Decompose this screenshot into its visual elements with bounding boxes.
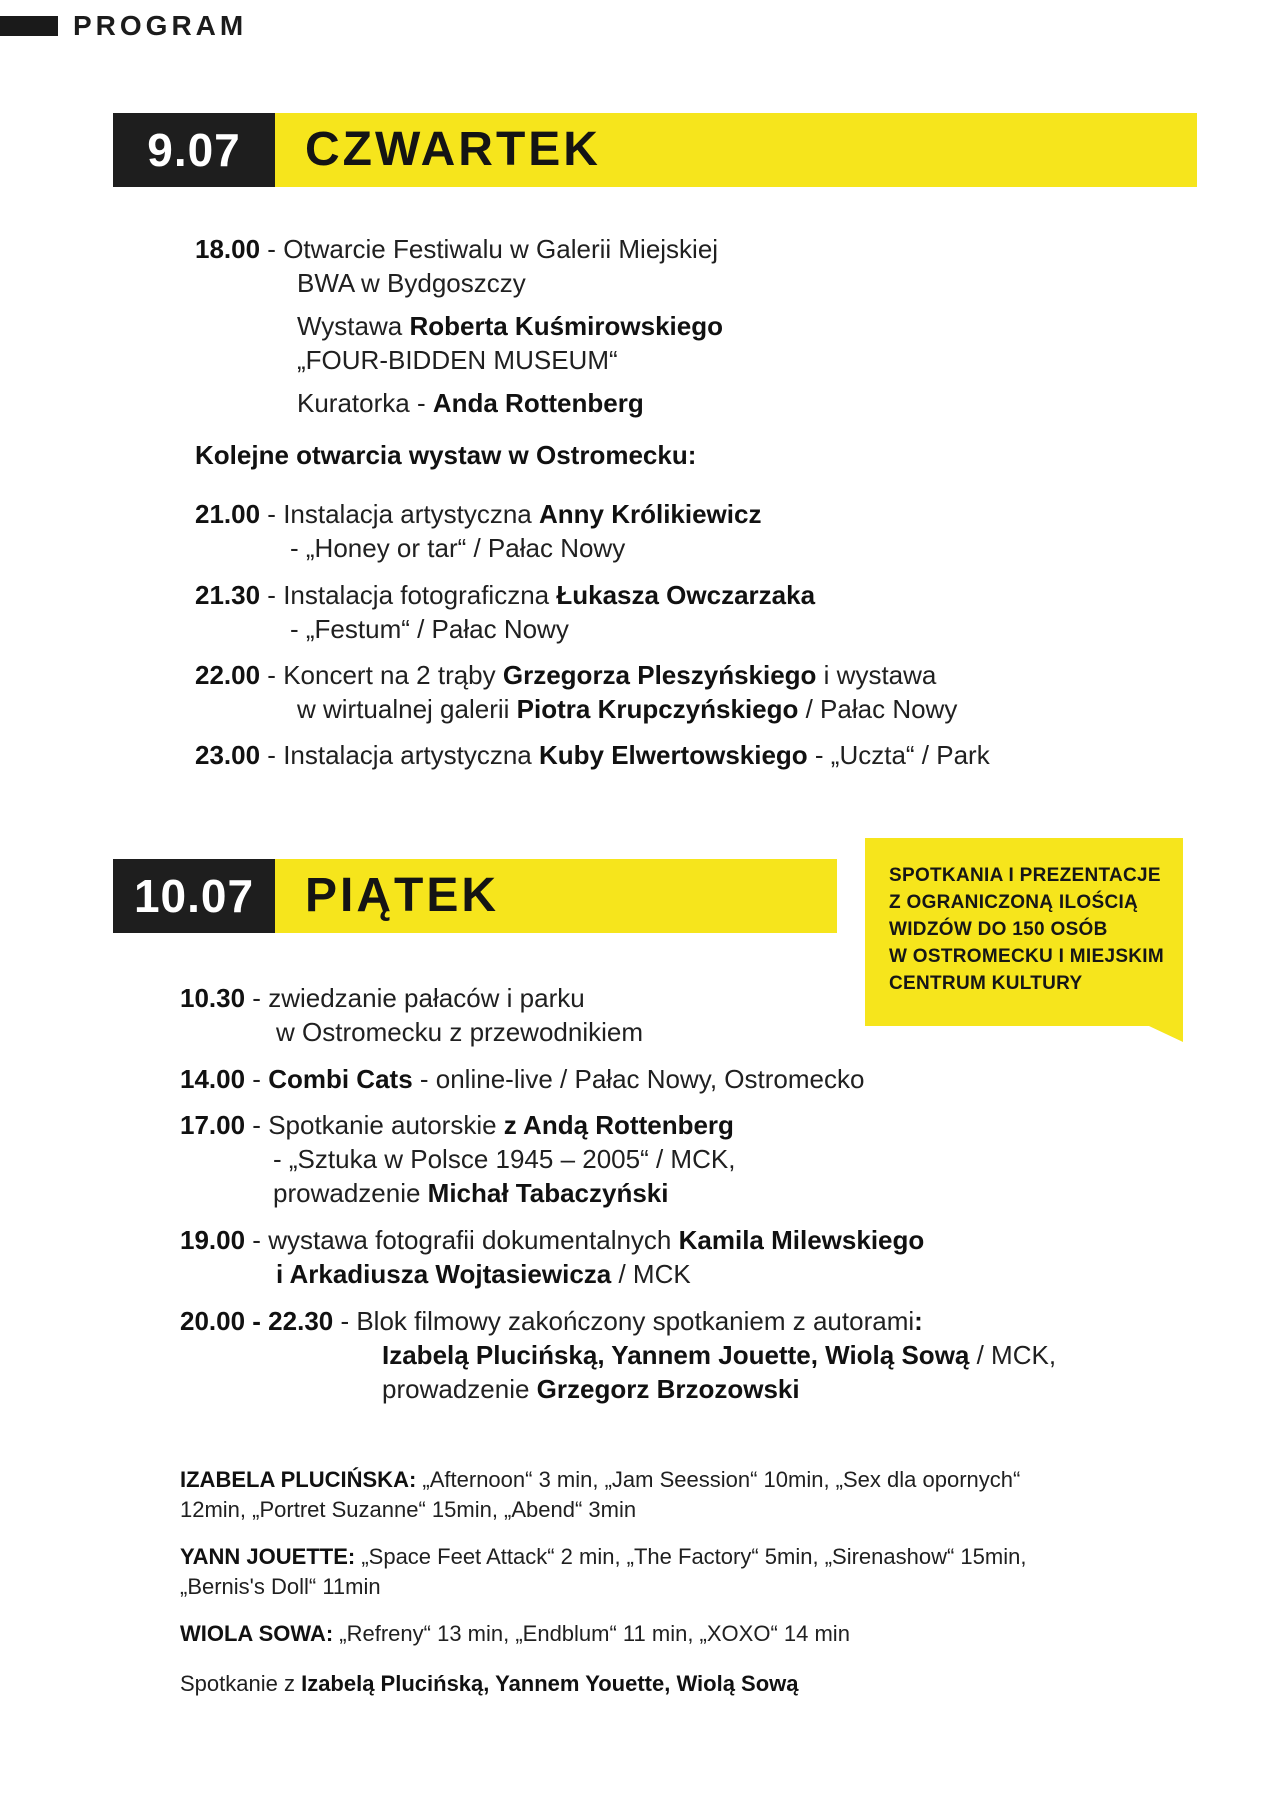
film-titles-cont: „Bernis's Doll“ 11min xyxy=(180,1574,381,1599)
subheading: Kolejne otwarcia wystaw w Ostromecku: xyxy=(195,440,697,470)
event-text-cont: - „Festum“ / Pałac Nowy xyxy=(290,614,569,644)
event-text: prowadzenie xyxy=(382,1374,537,1404)
notice-line: CENTRUM KULTURY xyxy=(889,973,1083,994)
event-host-line xyxy=(382,1372,800,1406)
event-colon: : xyxy=(914,1306,923,1336)
exhibition-artist: Roberta Kuśmirowskiego xyxy=(409,311,723,341)
event-time: 21.00 xyxy=(195,499,261,529)
day1-event-3: 21.30 - Instalacja fotograficzna Łukasza Owczarzaka xyxy=(195,580,816,610)
event-artist: i Arkadiusza Wojtasiewicza xyxy=(276,1259,612,1289)
exhibition-line xyxy=(297,309,723,343)
event-text-cont: w Ostromecku z przewodnikiem xyxy=(276,1017,643,1047)
day1-event-5: 23.00 - Instalacja artystyczna Kuby Elwertowskiego - „Uczta“ / Park xyxy=(195,740,990,770)
event-time: 18.00 xyxy=(195,234,261,264)
film-titles: „Refreny“ 13 min, „Endblum“ 11 min, „XOXO“ 14 min xyxy=(333,1621,850,1646)
film-entry xyxy=(180,1619,850,1649)
capacity-notice xyxy=(865,838,1183,1026)
notice-line: SPOTKANIA I PREZENTACJE xyxy=(889,865,1161,886)
notice-tail xyxy=(1149,1026,1183,1042)
event-text: Otwarcie Festiwalu w Galerii Miejskiej xyxy=(283,234,719,264)
film-entry xyxy=(180,1465,1020,1495)
event-time: 23.00 xyxy=(195,740,261,770)
event-time: 22.00 xyxy=(195,660,261,690)
day2-event-3: 17.00 - Spotkanie autorskie z Andą Rottenberg xyxy=(180,1110,734,1140)
curator-name: Anda Rottenberg xyxy=(432,388,644,418)
event-artist: Kamila Milewskiego xyxy=(678,1225,925,1255)
event-text: - online-live / Pałac Nowy, Ostromecko xyxy=(412,1064,865,1094)
day2-date: 10.07 xyxy=(113,859,275,933)
film-titles: „Space Feet Attack“ 2 min, „The Factory“ 5min, „Sirenashow“ 15min, xyxy=(355,1544,1027,1569)
meeting-line xyxy=(180,1669,799,1699)
event-host: Grzegorz Brzozowski xyxy=(536,1374,800,1404)
event-time: 20.00 - 22.30 xyxy=(180,1306,334,1336)
notice-line: WIDZÓW DO 150 OSÓB xyxy=(889,919,1108,940)
event-text-cont: - „Sztuka w Polsce 1945 – 2005“ / MCK, xyxy=(273,1144,736,1174)
event-text-cont: BWA w Bydgoszczy xyxy=(297,268,526,298)
exhibition-prefix: Wystawa xyxy=(297,311,410,341)
event-time: 10.30 xyxy=(180,983,246,1013)
film-titles: „Afternoon“ 3 min, „Jam Seession“ 10min, „Sex dla opornych“ xyxy=(416,1467,1021,1492)
event-text: Blok filmowy zakończony spotkaniem z autorami xyxy=(356,1306,915,1336)
event-artist: Piotra Krupczyńskiego xyxy=(516,694,799,724)
filmmaker-name: YANN JOUETTE: xyxy=(180,1544,356,1569)
event-text-cont: - „Honey or tar“ / Pałac Nowy xyxy=(290,533,626,563)
filmmaker-name: IZABELA PLUCIŃSKA: xyxy=(180,1467,417,1492)
event-artist: Anny Królikiewicz xyxy=(538,499,762,529)
event-artist: z Andą Rottenberg xyxy=(503,1110,734,1140)
day1-date: 9.07 xyxy=(113,113,275,187)
event-text: Instalacja artystyczna xyxy=(283,740,539,770)
meeting-prefix: Spotkanie z xyxy=(180,1671,302,1696)
meeting-names: Izabelą Plucińską, Yannem Youette, Wiolą Sową xyxy=(301,1671,799,1696)
notice-line: W OSTROMECKU I MIEJSKIM xyxy=(889,946,1165,967)
day1-event-2: 21.00 - Instalacja artystyczna Anny Królikiewicz xyxy=(195,499,762,529)
event-text-cont xyxy=(297,692,957,726)
event-text: w wirtualnej galerii xyxy=(297,694,517,724)
event-location: / MCK, xyxy=(969,1340,1057,1370)
day2-event-1: 10.30 - zwiedzanie pałaców i parku xyxy=(180,983,585,1013)
event-text-cont xyxy=(276,1257,691,1291)
event-time: 21.30 xyxy=(195,580,261,610)
event-text: Instalacja artystyczna xyxy=(283,499,539,529)
day1-event-4: 22.00 - Koncert na 2 trąby Grzegorza Pleszyńskiego i wystawa xyxy=(195,660,937,690)
event-location: / MCK xyxy=(611,1259,691,1289)
event-text: prowadzenie xyxy=(273,1178,428,1208)
day2-event-4: 19.00 - wystawa fotografii dokumentalnych Kamila Milewskiego xyxy=(180,1225,925,1255)
day1-event-1: 18.00 - Otwarcie Festiwalu w Galerii Miejskiej xyxy=(195,234,719,264)
day2-event-2: 14.00 - Combi Cats - online-live / Pałac Nowy, Ostromecko xyxy=(180,1064,865,1094)
event-guests-line xyxy=(382,1338,1056,1372)
event-artist: Łukasza Owczarzaka xyxy=(556,580,816,610)
event-artist: Grzegorza Pleszyńskiego xyxy=(502,660,817,690)
event-location: - „Uczta“ / Park xyxy=(807,740,990,770)
event-text: zwiedzanie pałaców i parku xyxy=(268,983,585,1013)
notice-line: Z OGRANICZONĄ ILOŚCIĄ xyxy=(889,892,1139,913)
curator-line xyxy=(297,386,644,420)
event-text: i wystawa xyxy=(816,660,937,690)
event-artist: Combi Cats xyxy=(268,1064,413,1094)
film-titles-cont: 12min, „Portret Suzanne“ 15min, „Abend“ 3min xyxy=(180,1497,637,1522)
page-title: PROGRAM xyxy=(73,10,248,41)
curator-prefix: Kuratorka - xyxy=(297,388,433,418)
event-text: wystawa fotografii dokumentalnych xyxy=(268,1225,679,1255)
film-entry xyxy=(180,1542,1026,1572)
event-artist: Kuby Elwertowskiego xyxy=(538,740,808,770)
event-location: / Pałac Nowy xyxy=(798,694,958,724)
event-time: 14.00 xyxy=(180,1064,246,1094)
day1-name: CZWARTEK xyxy=(275,113,1197,187)
event-host-line xyxy=(273,1176,669,1210)
event-text: Koncert na 2 trąby xyxy=(283,660,503,690)
exhibition-title: „FOUR-BIDDEN MUSEUM“ xyxy=(297,345,618,375)
event-time: 19.00 xyxy=(180,1225,246,1255)
event-text: Spotkanie autorskie xyxy=(268,1110,504,1140)
day2-event-5: 20.00 - 22.30 - Blok filmowy zakończony spotkaniem z autorami: xyxy=(180,1306,923,1336)
header-bar xyxy=(0,16,58,36)
event-time: 17.00 xyxy=(180,1110,246,1140)
day2-name: PIĄTEK xyxy=(275,859,837,933)
event-guests: Izabelą Plucińską, Yannem Jouette, Wiolą Sową xyxy=(382,1340,970,1370)
event-host: Michał Tabaczyński xyxy=(427,1178,669,1208)
event-text: Instalacja fotograficzna xyxy=(283,580,557,610)
filmmaker-name: WIOLA SOWA: xyxy=(180,1621,334,1646)
